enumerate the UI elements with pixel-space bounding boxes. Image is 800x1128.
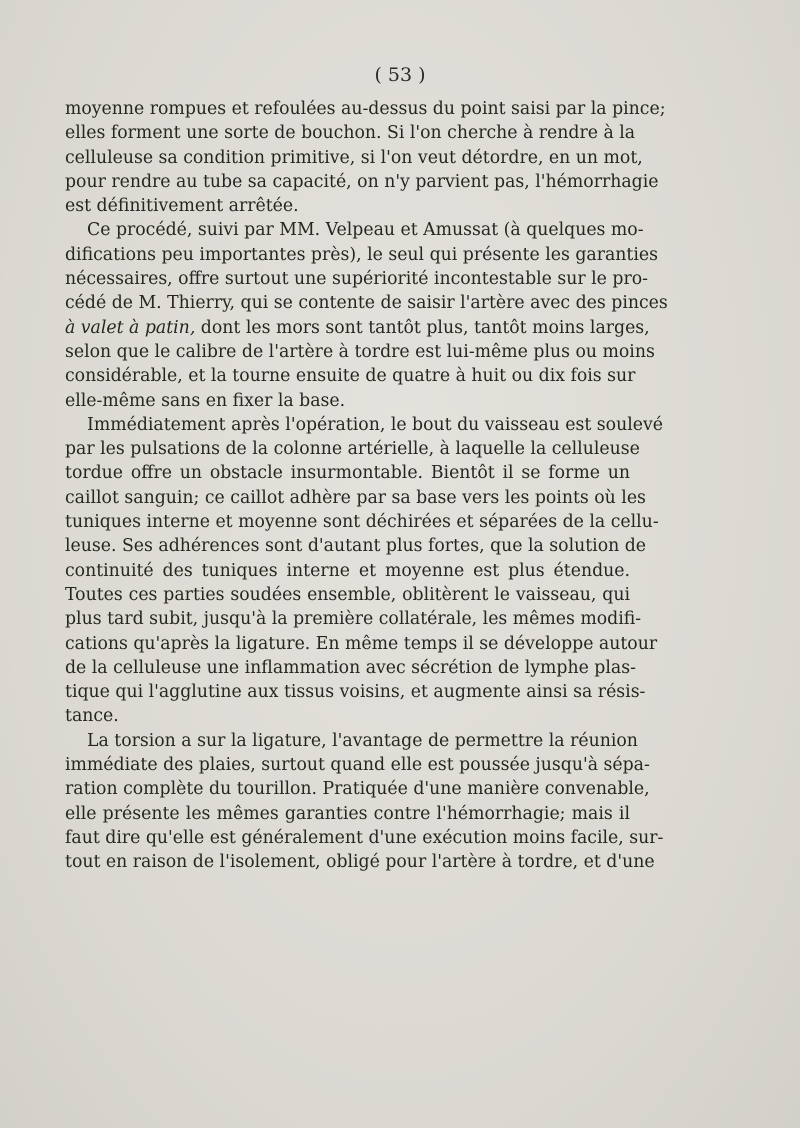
text-line: de la celluleuse une inflammation avec sécrétion de lymphe plas-	[65, 657, 636, 678]
text-line: caillot sanguin; ce caillot adhère par sa base vers les points où les	[65, 487, 646, 508]
text-line: faut dire qu'elle est généralement d'une exécution moins facile, sur-	[65, 827, 664, 848]
text-line: difications peu importantes près), le seul qui présente les garanties	[65, 244, 658, 265]
line-text: dont les mors sont tantôt plus, tantôt moins larges,	[195, 317, 650, 338]
text-line: Immédiatement après l'opération, le bout du vaisseau est soulevé	[87, 414, 663, 435]
text-line: cations qu'après la ligature. En même temps il se développe autour	[65, 633, 658, 654]
text-line: tuniques interne et moyenne sont déchirées et séparées de la cellu-	[65, 512, 659, 533]
text-line: elle présente les mêmes garanties contre l'hémorrhagie; mais il	[65, 803, 630, 824]
text-line: cédé de M. Thierry, qui se contente de saisir l'artère avec des pinces	[65, 293, 668, 314]
paragraph	[65, 413, 663, 729]
paragraph	[65, 218, 668, 412]
text-line: Toutes ces parties soudées ensemble, oblitèrent le vaisseau, qui	[65, 584, 630, 605]
text-line: plus tard subit, jusqu'à la première collatérale, les mêmes modifi-	[65, 609, 642, 630]
paragraph	[65, 97, 666, 218]
text-line: elle-même sans en fixer la base.	[65, 390, 346, 411]
text-line: continuité des tuniques interne et moyenne est plus étendue.	[65, 560, 630, 581]
text-line: par les pulsations de la colonne artérielle, à laquelle la celluleuse	[65, 439, 640, 460]
body-text	[65, 97, 668, 875]
text-line: selon que le calibre de l'artère à tordre est lui-même plus ou moins	[65, 341, 655, 362]
text-line: moyenne rompues et refoulées au-dessus du point saisi par la pince;	[65, 99, 666, 119]
italic-phrase: à valet à patin,	[65, 317, 196, 338]
text-line: considérable, et la tourne ensuite de quatre à huit ou dix fois sur	[65, 366, 636, 387]
text-line: tout en raison de l'isolement, obligé pour l'artère à tordre, et d'une	[65, 852, 655, 873]
paragraph	[65, 729, 664, 875]
text-line: nécessaires, offre surtout une supériorité incontestable sur le pro-	[65, 269, 648, 290]
text-line: tordue offre un obstacle insurmontable. Bientôt il se forme un	[65, 463, 630, 484]
text-line: celluleuse sa condition primitive, si l'on veut détordre, en un mot,	[65, 147, 643, 168]
text-line: leuse. Ses adhérences sont d'autant plus fortes, que la solution de	[65, 536, 647, 557]
text-line: tique qui l'agglutine aux tissus voisins, et augmente ainsi sa résis-	[65, 682, 646, 703]
text-line: elles forment une sorte de bouchon. Si l'on cherche à rendre à la	[65, 123, 636, 144]
text-line: immédiate des plaies, surtout quand elle est poussée jusqu'à sépa-	[65, 755, 650, 776]
page-number: ( 53 )	[374, 64, 426, 86]
text-line: est définitivement arrêtée.	[65, 196, 299, 217]
text-line: Ce procédé, suivi par MM. Velpeau et Amussat (à quelques mo-	[87, 220, 644, 241]
text-line: La torsion a sur la ligature, l'avantage de permettre la réunion	[87, 730, 638, 751]
text-line: tance.	[65, 706, 119, 727]
text-line: pour rendre au tube sa capacité, on n'y parvient pas, l'hémorrhagie	[65, 171, 659, 192]
text-line: ration complète du tourillon. Pratiquée d'une manière convenable,	[65, 779, 650, 800]
text-line	[65, 316, 650, 340]
